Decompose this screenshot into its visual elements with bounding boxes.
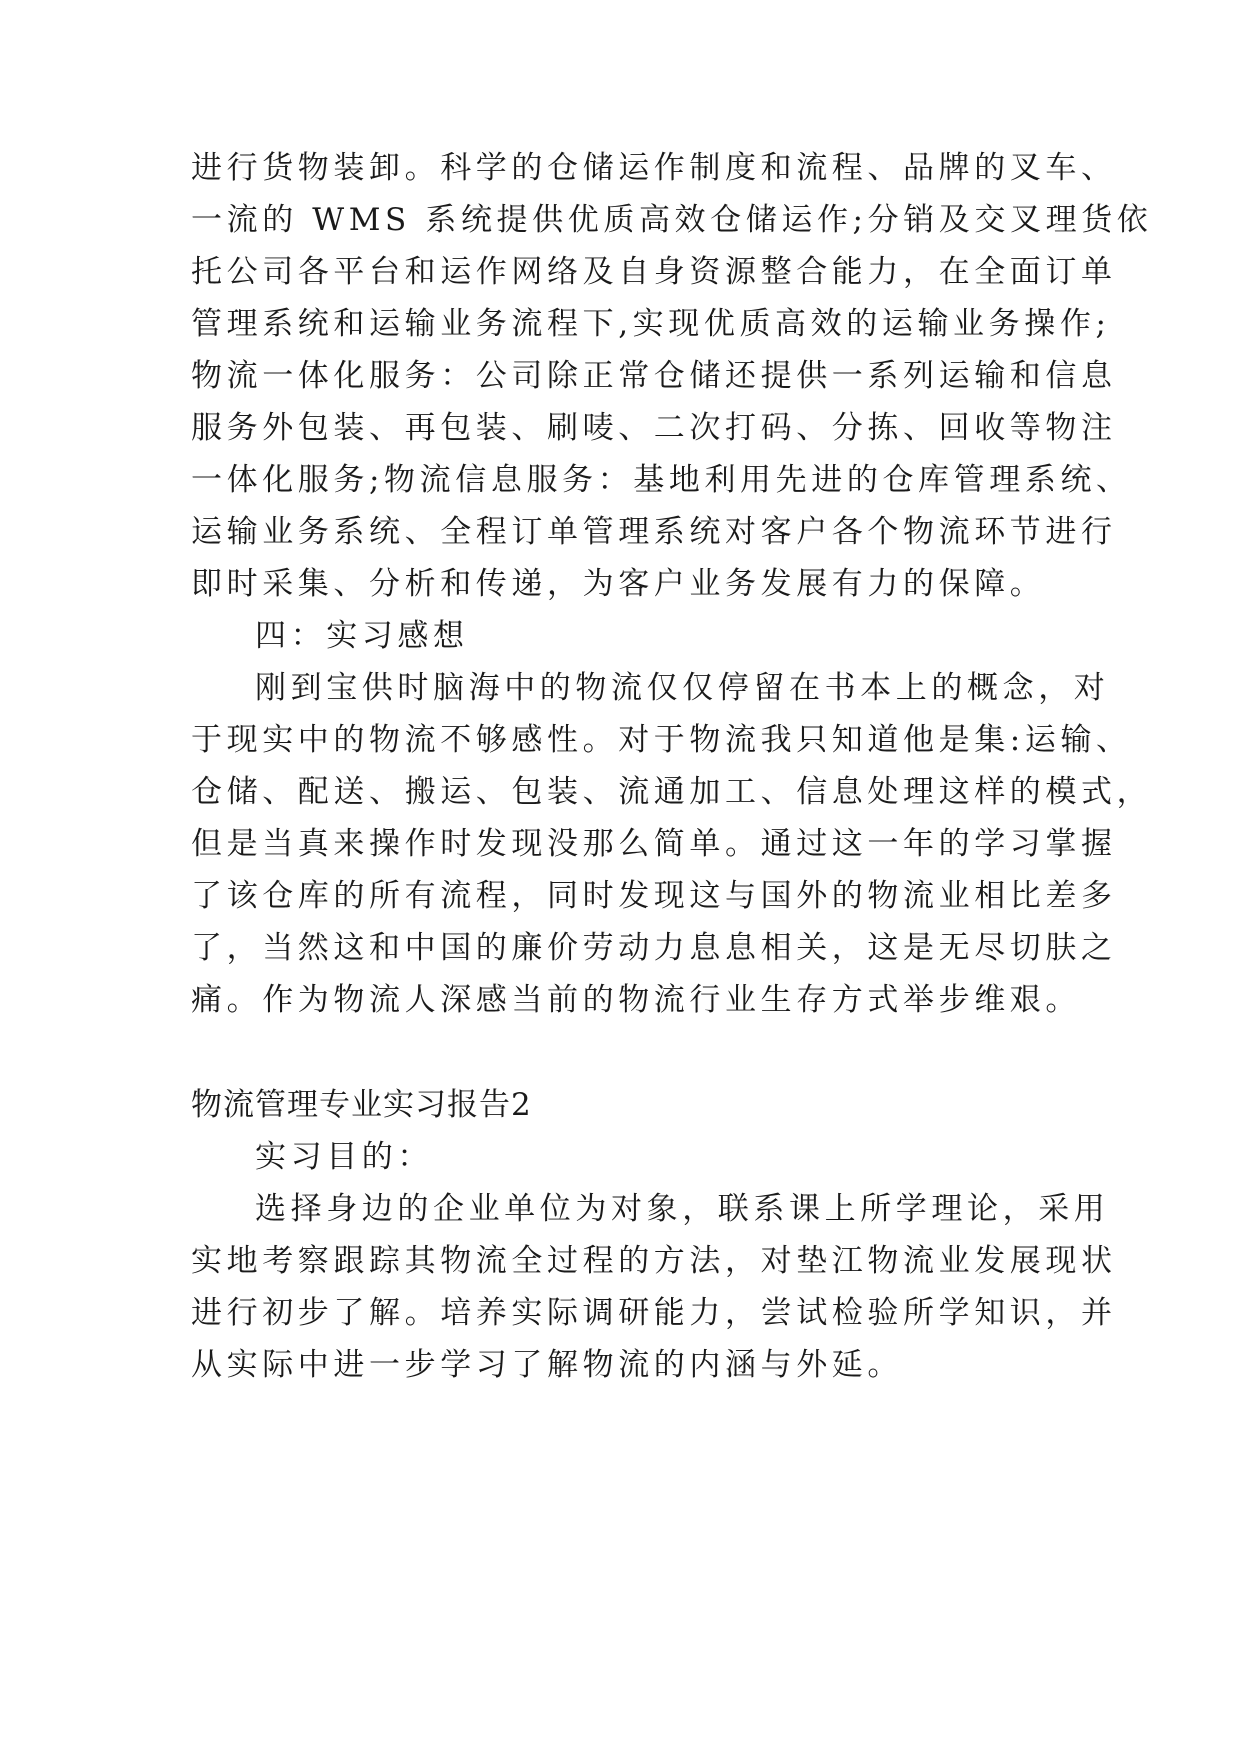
section-heading: 四：实习感想 [255, 618, 469, 654]
report-title: 物流管理专业实习报告2 [191, 1087, 532, 1123]
purpose-label: 实习目的： [255, 1139, 433, 1175]
paragraph-1-line-5: 物流一体化服务：公司除正常仓储还提供一系列运输和信息 [191, 358, 1117, 394]
paragraph-3-line-3: 进行初步了解。培养实际调研能力，尝试检验所学知识，并 [191, 1295, 1117, 1331]
paragraph-3-line-4: 从实际中进一步学习了解物流的内涵与外延。 [191, 1347, 903, 1383]
paragraph-2-line-7: 痛。作为物流人深感当前的物流行业生存方式举步维艰。 [191, 982, 1081, 1018]
paragraph-2-line-4: 但是当真来操作时发现没那么简单。通过这一年的学习掌握 [191, 826, 1117, 862]
paragraph-2-line-2: 于现实中的物流不够感性。对于物流我只知道他是集:运输、 [191, 722, 1132, 758]
paragraph-1-line-7: 一体化服务;物流信息服务：基地利用先进的仓库管理系统、 [191, 462, 1132, 498]
paragraph-2-line-1: 刚到宝供时脑海中的物流仅仅停留在书本上的概念，对 [255, 670, 1110, 706]
paragraph-1-line-1: 进行货物装卸。科学的仓储运作制度和流程、品牌的叉车、 [191, 150, 1117, 186]
paragraph-1-line-9: 即时采集、分析和传递，为客户业务发展有力的保障。 [191, 566, 1046, 602]
paragraph-1-line-6: 服务外包装、再包装、刷唛、二次打码、分拣、回收等物注 [191, 410, 1117, 446]
paragraph-1-line-4: 管理系统和运输业务流程下,实现优质高效的运输业务操作; [191, 306, 1111, 342]
paragraph-1-line-3: 托公司各平台和运作网络及自身资源整合能力，在全面订单 [191, 254, 1117, 290]
paragraph-3-line-2: 实地考察跟踪其物流全过程的方法，对垫江物流业发展现状 [191, 1243, 1117, 1279]
paragraph-2-line-3: 仓储、配送、搬运、包装、流通加工、信息处理这样的模式， [191, 774, 1153, 810]
paragraph-1-line-2: 一流的 WMS 系统提供优质高效仓储运作;分销及交叉理货依 [191, 202, 1153, 238]
paragraph-2-line-5: 了该仓库的所有流程，同时发现这与国外的物流业相比差多 [191, 878, 1117, 914]
paragraph-1-line-8: 运输业务系统、全程订单管理系统对客户各个物流环节进行 [191, 514, 1117, 550]
paragraph-3-line-1: 选择身边的企业单位为对象，联系课上所学理论，采用 [255, 1191, 1110, 1227]
paragraph-2-line-6: 了，当然这和中国的廉价劳动力息息相关，这是无尽切肤之 [191, 930, 1117, 966]
